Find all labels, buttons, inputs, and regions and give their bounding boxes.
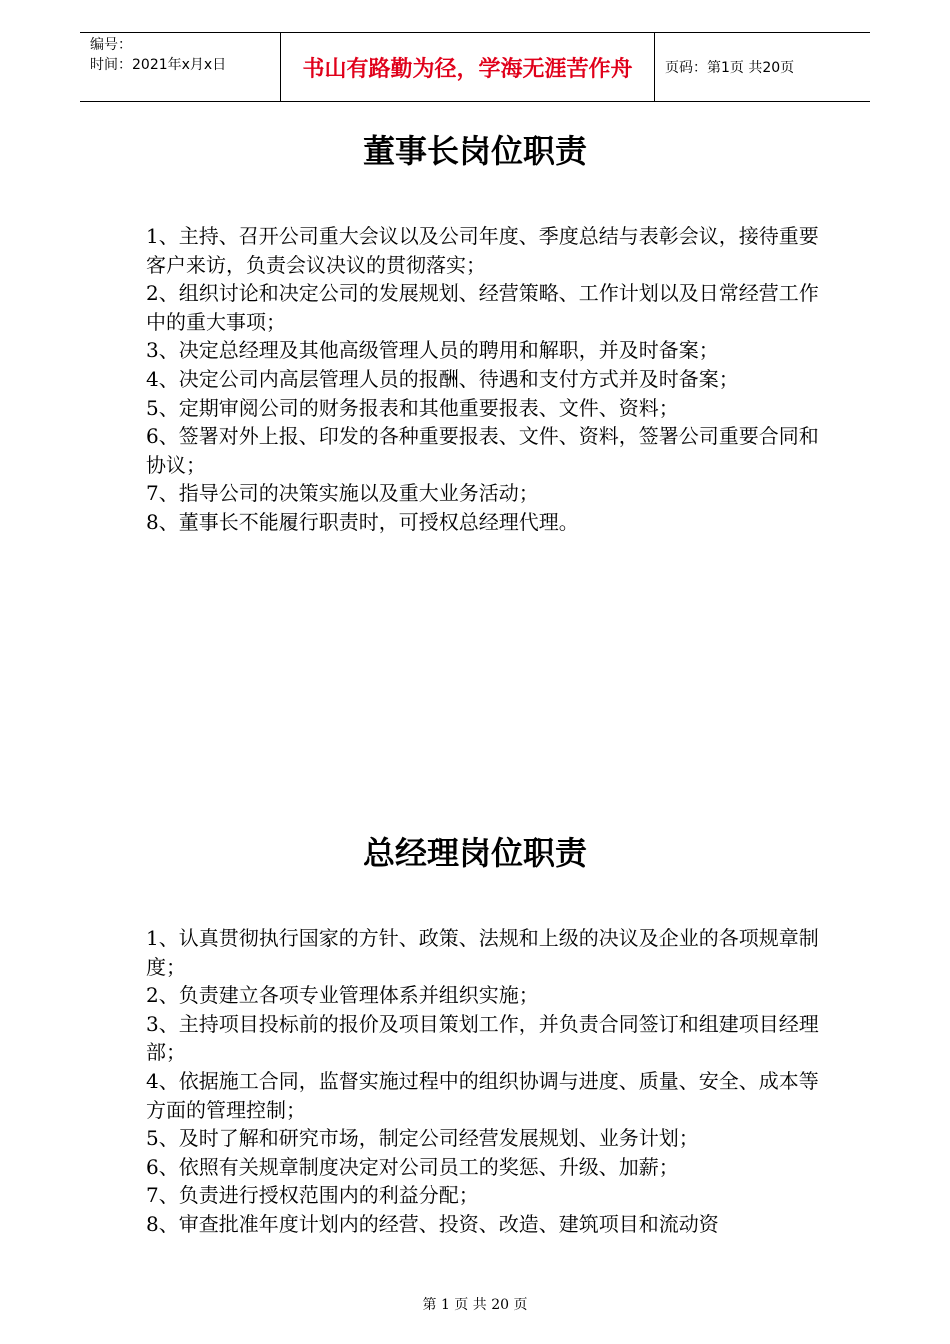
general-manager-duties-list [146,924,826,1239]
section-title-general-manager: 总经理岗位职责 [362,834,587,872]
list-item: 2、负责建立各项专业管理体系并组织实施； [146,983,539,1008]
list-item: 1、认真贯彻执行国家的方针、政策、法规和上级的决议及企业的各项规章制度； [146,926,819,979]
list-item: 8、审查批准年度计划内的经营、投资、改造、建筑项目和流动资 [146,1211,719,1236]
list-item: 2、组织讨论和决定公司的发展规划、经营策略、工作计划以及日常经营工作中的重大事项； [146,281,819,334]
list-item: 7、负责进行授权范围内的利益分配； [146,1183,479,1208]
list-item: 4、决定公司内高层管理人员的报酬、待遇和支付方式并及时备案； [146,366,739,391]
list-item: 1、主持、召开公司重大会议以及公司年度、季度总结与表彰会议，接待重要客户来访，负责会议决议的贯彻落实； [146,224,819,277]
list-item: 3、主持项目投标前的报价及项目策划工作，并负责合同签订和组建项目经理部； [146,1011,819,1065]
list-item: 6、依照有关规章制度决定对公司员工的奖惩、升级、加薪； [146,1154,679,1179]
list-item: 8、董事长不能履行职责时，可授权总经理代理。 [146,509,579,534]
list-item: 6、签署对外上报、印发的各种重要报表、文件、资料，签署公司重要合同和协议； [146,424,819,477]
chairman-duties-list [146,222,826,537]
list-item: 3、决定总经理及其他高级管理人员的聘用和解职，并及时备案； [146,338,719,363]
page-footer: 第 1 页 共 20 页 [422,1297,528,1313]
page-header [80,32,870,102]
list-item: 4、依据施工合同，监督实施过程中的组织协调与进度、质量、安全、成本等方面的管理控制； [146,1068,819,1122]
document-date-label: 时间：2021年x月x日 [90,57,227,73]
list-item: 5、及时了解和研究市场，制定公司经营发展规划、业务计划； [146,1126,699,1151]
document-number-label: 编号： [90,37,132,53]
list-item: 5、定期审阅公司的财务报表和其他重要报表、文件、资料； [146,395,679,420]
header-meta [80,33,281,101]
list-item: 7、指导公司的决策实施以及重大业务活动； [146,481,539,506]
section-title-chairman: 董事长岗位职责 [362,132,587,170]
header-page-info: 页码：第1页 共20页 [665,60,795,76]
header-motto: 书山有路勤为径，学海无涯苦作舟 [281,33,655,101]
